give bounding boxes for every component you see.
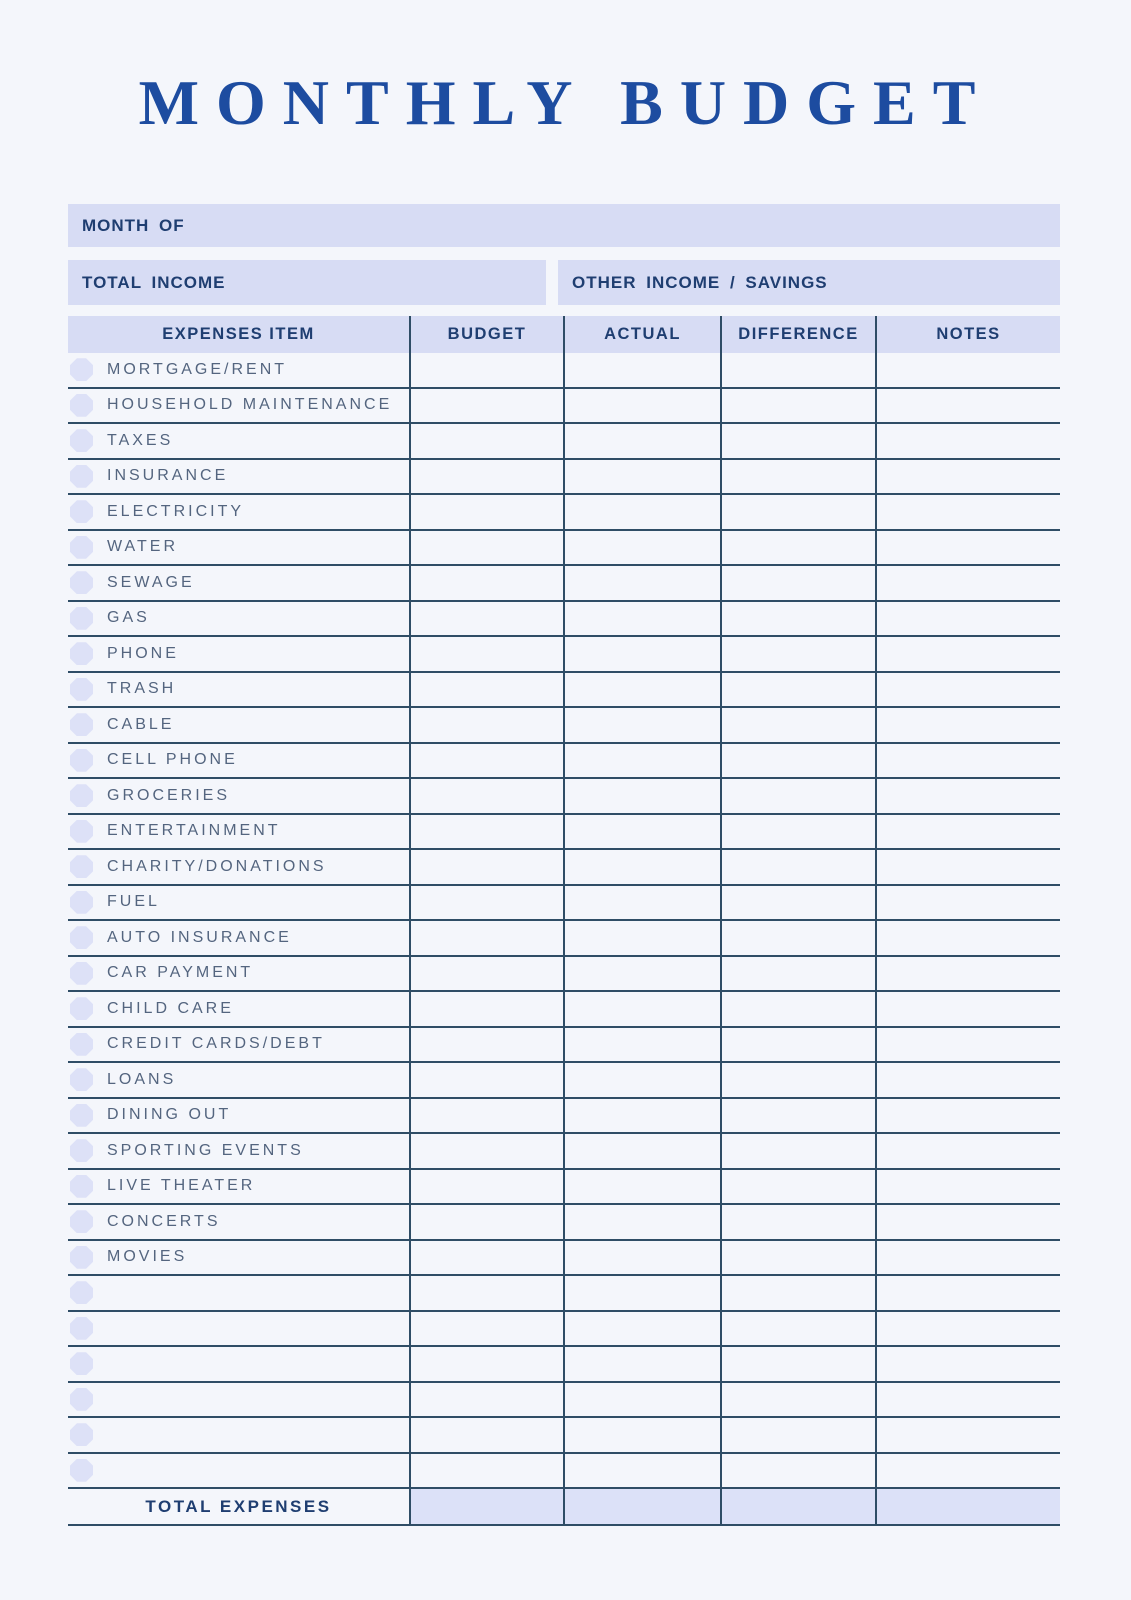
notes-cell[interactable] — [875, 495, 1060, 529]
table-row — [68, 389, 1060, 425]
expense-item-label: FUEL — [107, 893, 160, 911]
expense-item-label: CREDIT CARDS/DEBT — [107, 1035, 325, 1053]
table-row — [68, 1241, 1060, 1277]
expense-item-cell — [68, 566, 409, 600]
difference-cell[interactable] — [720, 637, 875, 671]
expense-item-cell — [68, 850, 409, 884]
expense-item-label: GROCERIES — [107, 786, 231, 804]
actual-cell[interactable] — [563, 992, 720, 1026]
column-header-budget: BUDGET — [409, 316, 563, 353]
actual-cell[interactable] — [563, 531, 720, 565]
table-row — [68, 815, 1060, 851]
column-header-actual: ACTUAL — [563, 316, 720, 353]
column-header-notes: NOTES — [875, 316, 1060, 353]
budget-cell[interactable] — [409, 1099, 563, 1133]
actual-cell[interactable] — [563, 1028, 720, 1062]
actual-cell[interactable] — [563, 1205, 720, 1239]
budget-cell[interactable] — [409, 1418, 563, 1452]
actual-cell[interactable] — [563, 921, 720, 955]
bullet-icon — [70, 749, 93, 772]
actual-cell[interactable] — [563, 1241, 720, 1275]
table-row — [68, 1134, 1060, 1170]
table-row — [68, 957, 1060, 993]
notes-cell[interactable] — [875, 1241, 1060, 1275]
budget-cell[interactable] — [409, 957, 563, 991]
expense-item-label: MORTGAGE/RENT — [107, 360, 288, 378]
table-row — [68, 1383, 1060, 1419]
difference-cell[interactable] — [720, 779, 875, 813]
bullet-icon — [70, 1139, 93, 1162]
bullet-icon — [70, 1175, 93, 1198]
notes-cell[interactable] — [875, 1170, 1060, 1204]
difference-cell[interactable] — [720, 992, 875, 1026]
expense-item-cell — [68, 1134, 409, 1168]
expense-item-cell — [68, 921, 409, 955]
expense-item-label: TAXES — [107, 431, 174, 449]
total-budget-cell[interactable] — [409, 1489, 563, 1524]
difference-cell[interactable] — [720, 389, 875, 423]
difference-cell[interactable] — [720, 1241, 875, 1275]
budget-cell[interactable] — [409, 850, 563, 884]
table-row — [68, 744, 1060, 780]
bullet-icon — [70, 784, 93, 807]
total-actual-cell[interactable] — [563, 1489, 720, 1524]
budget-cell[interactable] — [409, 353, 563, 387]
total-expenses-label: TOTAL EXPENSES — [145, 1496, 332, 1516]
month-of-label: MONTH OF — [82, 215, 185, 235]
table-row — [68, 708, 1060, 744]
expense-item-cell — [68, 1383, 409, 1417]
difference-cell[interactable] — [720, 815, 875, 849]
difference-cell[interactable] — [720, 921, 875, 955]
difference-cell[interactable] — [720, 850, 875, 884]
column-header-expenses-item: EXPENSES ITEM — [162, 325, 315, 343]
difference-cell[interactable] — [720, 744, 875, 778]
table-row — [68, 921, 1060, 957]
budget-cell[interactable] — [409, 1028, 563, 1062]
difference-cell[interactable] — [720, 1383, 875, 1417]
budget-cell[interactable] — [409, 673, 563, 707]
expense-item-cell — [68, 708, 409, 742]
budget-cell[interactable] — [409, 779, 563, 813]
table-row — [68, 1454, 1060, 1490]
budget-cell[interactable] — [409, 460, 563, 494]
budget-cell[interactable] — [409, 921, 563, 955]
column-header-difference: DIFFERENCE — [720, 316, 875, 353]
bullet-icon — [70, 1459, 93, 1482]
table-row — [68, 566, 1060, 602]
expense-item-cell — [68, 1170, 409, 1204]
budget-cell[interactable] — [409, 708, 563, 742]
notes-cell[interactable] — [875, 566, 1060, 600]
expense-item-cell — [68, 353, 409, 387]
expense-item-cell — [68, 531, 409, 565]
actual-cell[interactable] — [563, 1063, 720, 1097]
difference-cell[interactable] — [720, 424, 875, 458]
total-difference-cell[interactable] — [720, 1489, 875, 1524]
bullet-icon — [70, 855, 93, 878]
expense-item-cell — [68, 637, 409, 671]
notes-cell[interactable] — [875, 637, 1060, 671]
notes-cell[interactable] — [875, 1454, 1060, 1488]
bullet-icon — [70, 1423, 93, 1446]
difference-cell[interactable] — [720, 1418, 875, 1452]
bullet-icon — [70, 1317, 93, 1340]
actual-cell[interactable] — [563, 460, 720, 494]
difference-cell[interactable] — [720, 1099, 875, 1133]
budget-cell[interactable] — [409, 1383, 563, 1417]
expense-item-cell — [68, 1454, 409, 1488]
budget-cell[interactable] — [409, 744, 563, 778]
bullet-icon — [70, 926, 93, 949]
difference-cell[interactable] — [720, 1134, 875, 1168]
bullet-icon — [70, 997, 93, 1020]
expense-item-cell — [68, 389, 409, 423]
actual-cell[interactable] — [563, 602, 720, 636]
expense-item-cell — [68, 779, 409, 813]
notes-cell[interactable] — [875, 957, 1060, 991]
table-row — [68, 992, 1060, 1028]
expense-item-cell — [68, 602, 409, 636]
budget-cell[interactable] — [409, 424, 563, 458]
month-of-field[interactable] — [68, 204, 1060, 247]
budget-cell[interactable] — [409, 992, 563, 1026]
expense-item-cell — [68, 1312, 409, 1346]
actual-cell[interactable] — [563, 744, 720, 778]
notes-cell[interactable] — [875, 1418, 1060, 1452]
notes-cell[interactable] — [875, 602, 1060, 636]
notes-cell[interactable] — [875, 1276, 1060, 1310]
month-of-value-area[interactable] — [185, 204, 1060, 247]
difference-cell[interactable] — [720, 957, 875, 991]
bullet-icon — [70, 713, 93, 736]
table-row — [68, 1028, 1060, 1064]
budget-table — [68, 316, 1060, 1526]
budget-cell[interactable] — [409, 1241, 563, 1275]
table-row — [68, 1099, 1060, 1135]
budget-cell[interactable] — [409, 1454, 563, 1488]
budget-cell[interactable] — [409, 1347, 563, 1381]
table-row — [68, 1063, 1060, 1099]
budget-cell[interactable] — [409, 637, 563, 671]
difference-cell[interactable] — [720, 602, 875, 636]
actual-cell[interactable] — [563, 353, 720, 387]
expense-item-cell — [68, 992, 409, 1026]
notes-cell[interactable] — [875, 460, 1060, 494]
expense-rows — [68, 353, 1060, 1489]
notes-cell[interactable] — [875, 815, 1060, 849]
notes-cell[interactable] — [875, 1099, 1060, 1133]
expense-item-cell — [68, 744, 409, 778]
bullet-icon — [70, 1033, 93, 1056]
actual-cell[interactable] — [563, 957, 720, 991]
table-row — [68, 779, 1060, 815]
expense-item-cell — [68, 1063, 409, 1097]
table-row — [68, 850, 1060, 886]
expense-item-cell — [68, 1099, 409, 1133]
bullet-icon — [70, 394, 93, 417]
total-expenses-row — [68, 1489, 1060, 1526]
expense-item-label: GAS — [107, 609, 150, 627]
budget-cell[interactable] — [409, 1134, 563, 1168]
difference-cell[interactable] — [720, 495, 875, 529]
expense-item-cell — [68, 815, 409, 849]
total-expenses-label-cell — [68, 1489, 409, 1524]
expense-item-cell — [68, 1241, 409, 1275]
budget-cell[interactable] — [409, 531, 563, 565]
actual-cell[interactable] — [563, 566, 720, 600]
table-row — [68, 1418, 1060, 1454]
actual-cell[interactable] — [563, 1312, 720, 1346]
actual-cell[interactable] — [563, 1170, 720, 1204]
difference-cell[interactable] — [720, 1276, 875, 1310]
notes-cell[interactable] — [875, 921, 1060, 955]
expense-item-cell — [68, 424, 409, 458]
expense-item-label: CHARITY/DONATIONS — [107, 857, 327, 875]
actual-cell[interactable] — [563, 637, 720, 671]
notes-cell[interactable] — [875, 531, 1060, 565]
notes-cell[interactable] — [875, 992, 1060, 1026]
bullet-icon — [70, 1388, 93, 1411]
notes-cell[interactable] — [875, 424, 1060, 458]
budget-cell[interactable] — [409, 1276, 563, 1310]
difference-cell[interactable] — [720, 1312, 875, 1346]
bullet-icon — [70, 607, 93, 630]
actual-cell[interactable] — [563, 779, 720, 813]
table-row — [68, 495, 1060, 531]
table-row — [68, 531, 1060, 567]
notes-cell[interactable] — [875, 850, 1060, 884]
expense-item-label: DINING OUT — [107, 1106, 232, 1124]
page-title: MONTHLY BUDGET — [138, 67, 993, 138]
expense-item-label: LOANS — [107, 1070, 177, 1088]
total-income-field[interactable] — [68, 260, 546, 305]
table-row — [68, 602, 1060, 638]
actual-cell[interactable] — [563, 815, 720, 849]
expense-item-label: TRASH — [107, 680, 177, 698]
expense-item-label: CAR PAYMENT — [107, 964, 254, 982]
expense-item-label: AUTO INSURANCE — [107, 928, 292, 946]
actual-cell[interactable] — [563, 495, 720, 529]
bullet-icon — [70, 571, 93, 594]
notes-cell[interactable] — [875, 1205, 1060, 1239]
difference-cell[interactable] — [720, 531, 875, 565]
total-income-label: TOTAL INCOME — [82, 272, 226, 292]
bullet-icon — [70, 1352, 93, 1375]
expense-item-cell — [68, 495, 409, 529]
difference-cell[interactable] — [720, 886, 875, 920]
actual-cell[interactable] — [563, 389, 720, 423]
difference-cell[interactable] — [720, 1028, 875, 1062]
bullet-icon — [70, 642, 93, 665]
actual-cell[interactable] — [563, 850, 720, 884]
expense-item-label: ENTERTAINMENT — [107, 822, 281, 840]
bullet-icon — [70, 429, 93, 452]
actual-cell[interactable] — [563, 886, 720, 920]
bullet-icon — [70, 536, 93, 559]
expense-item-cell — [68, 1205, 409, 1239]
bullet-icon — [70, 500, 93, 523]
expense-item-label: HOUSEHOLD MAINTENANCE — [107, 396, 393, 414]
difference-cell[interactable] — [720, 460, 875, 494]
notes-cell[interactable] — [875, 779, 1060, 813]
difference-cell[interactable] — [720, 1063, 875, 1097]
bullet-icon — [70, 1104, 93, 1127]
notes-cell[interactable] — [875, 1028, 1060, 1062]
other-income-value-area[interactable] — [828, 260, 1060, 305]
table-row — [68, 424, 1060, 460]
difference-cell[interactable] — [720, 1170, 875, 1204]
notes-cell[interactable] — [875, 1312, 1060, 1346]
budget-cell[interactable] — [409, 1205, 563, 1239]
notes-cell[interactable] — [875, 1134, 1060, 1168]
table-row — [68, 460, 1060, 496]
actual-cell[interactable] — [563, 1134, 720, 1168]
budget-cell[interactable] — [409, 1063, 563, 1097]
total-notes-cell[interactable] — [875, 1489, 1060, 1524]
bullet-icon — [70, 678, 93, 701]
bullet-icon — [70, 1246, 93, 1269]
expense-item-label: SEWAGE — [107, 573, 195, 591]
expense-item-cell — [68, 1028, 409, 1062]
table-row — [68, 886, 1060, 922]
expense-item-cell — [68, 957, 409, 991]
notes-cell[interactable] — [875, 389, 1060, 423]
other-income-field[interactable] — [558, 260, 1060, 305]
bullet-icon — [70, 891, 93, 914]
table-row — [68, 1312, 1060, 1348]
table-row — [68, 353, 1060, 389]
actual-cell[interactable] — [563, 1276, 720, 1310]
actual-cell[interactable] — [563, 1383, 720, 1417]
table-row — [68, 1205, 1060, 1241]
budget-cell[interactable] — [409, 602, 563, 636]
expense-item-cell — [68, 673, 409, 707]
expense-item-label: CELL PHONE — [107, 751, 238, 769]
difference-cell[interactable] — [720, 1205, 875, 1239]
actual-cell[interactable] — [563, 673, 720, 707]
expense-item-cell — [68, 460, 409, 494]
notes-cell[interactable] — [875, 1347, 1060, 1381]
expense-item-label: CHILD CARE — [107, 999, 234, 1017]
budget-cell[interactable] — [409, 1312, 563, 1346]
actual-cell[interactable] — [563, 424, 720, 458]
bullet-icon — [70, 1210, 93, 1233]
difference-cell[interactable] — [720, 1347, 875, 1381]
notes-cell[interactable] — [875, 708, 1060, 742]
budget-cell[interactable] — [409, 886, 563, 920]
budget-cell[interactable] — [409, 495, 563, 529]
bullet-icon — [70, 820, 93, 843]
expense-item-cell — [68, 1418, 409, 1452]
table-row — [68, 1347, 1060, 1383]
expense-item-label: CABLE — [107, 715, 175, 733]
notes-cell[interactable] — [875, 673, 1060, 707]
table-row — [68, 673, 1060, 709]
notes-cell[interactable] — [875, 1063, 1060, 1097]
table-header-row — [68, 316, 1060, 353]
budget-cell[interactable] — [409, 566, 563, 600]
difference-cell[interactable] — [720, 673, 875, 707]
notes-cell[interactable] — [875, 353, 1060, 387]
difference-cell[interactable] — [720, 1454, 875, 1488]
table-row — [68, 637, 1060, 673]
expense-item-cell — [68, 1347, 409, 1381]
bullet-icon — [70, 358, 93, 381]
actual-cell[interactable] — [563, 1099, 720, 1133]
difference-cell[interactable] — [720, 353, 875, 387]
expense-item-label: MOVIES — [107, 1248, 188, 1266]
actual-cell[interactable] — [563, 1347, 720, 1381]
budget-cell[interactable] — [409, 389, 563, 423]
total-income-value-area[interactable] — [226, 260, 547, 305]
notes-cell[interactable] — [875, 744, 1060, 778]
bullet-icon — [70, 1281, 93, 1304]
difference-cell[interactable] — [720, 566, 875, 600]
actual-cell[interactable] — [563, 1418, 720, 1452]
budget-cell[interactable] — [409, 1170, 563, 1204]
notes-cell[interactable] — [875, 886, 1060, 920]
bullet-icon — [70, 962, 93, 985]
expense-item-label: WATER — [107, 538, 178, 556]
expense-item-label: LIVE THEATER — [107, 1177, 256, 1195]
expense-item-cell — [68, 1276, 409, 1310]
expense-item-cell — [68, 886, 409, 920]
budget-cell[interactable] — [409, 815, 563, 849]
bullet-icon — [70, 465, 93, 488]
other-income-label: OTHER INCOME / SAVINGS — [572, 272, 828, 292]
bullet-icon — [70, 1068, 93, 1091]
difference-cell[interactable] — [720, 708, 875, 742]
table-row — [68, 1170, 1060, 1206]
expense-item-label: PHONE — [107, 644, 179, 662]
expense-item-label: CONCERTS — [107, 1212, 221, 1230]
actual-cell[interactable] — [563, 708, 720, 742]
expense-item-label: INSURANCE — [107, 467, 229, 485]
notes-cell[interactable] — [875, 1383, 1060, 1417]
actual-cell[interactable] — [563, 1454, 720, 1488]
table-row — [68, 1276, 1060, 1312]
expense-item-label: SPORTING EVENTS — [107, 1141, 304, 1159]
expense-item-label: ELECTRICITY — [107, 502, 245, 520]
